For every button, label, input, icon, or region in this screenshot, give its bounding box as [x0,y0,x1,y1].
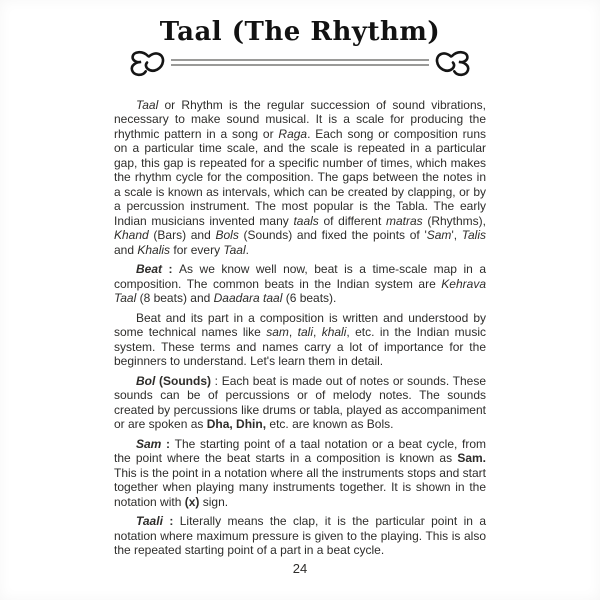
paragraph-beat: Beat : As we know well now, beat is a time-scale map in a composition. The common beats in the Indian system are Kehrava Taal (8 beats) and Daadara taal (6 beats). [114,262,487,306]
double-rule [171,59,429,66]
paragraph-sam: Sam : The starting point of a taal notation or a beat cycle, from the point where the beat starts in a composition is known as Sam. This is the point in a notation where all the instruments stops and start together when playing many instruments together. It is shown in the notation with (x) sign. [114,436,486,509]
paragraph-taali: Taali : Literally means the clap, it is the particular point in a notation where maximum pressure is given to the playing. This is also the repeated starting point of a part in a beat cycle. [114,514,486,558]
page-header [0,0,600,78]
body-text [114,98,486,558]
scroll-flourish-right-icon [433,49,471,77]
paragraph-beat-names: Beat and its part in a composition is written and understood by some technical names like sam, tali, khali, etc. in the Indian music system. These terms and names carry a lot of importance for the beginners to understand. Let's learn them in detail. [114,310,487,369]
page-title: Taal (The Rhythm) [159,17,441,47]
paragraph-taal-intro: Taal or Rhythm is the regular succession of sound vibrations, necessary to make sound musical. It is a scale for producing the rhythmic pattern in a song or Raga. Each song or composition runs on a particular time scale, and the scale is repeated in a particular gap, this gap is repeated for a specific number of times, which makes the rhythm cycle for the composition. The gaps between the notes in a scale is known as intervals, which can be created by clapping, or by a percussion instrument. The most popular is the Tabla. The early Indian musicians invented many taals of different matras (Rhythms), Khand (Bars) and Bols (Sounds) and fixed the points of 'Sam', Talis and Khalis for every Taal. [114,97,487,257]
header-rule-row [0,48,600,78]
page-number: 24 [292,561,308,576]
scroll-flourish-left-icon [129,49,167,77]
paragraph-bol-sounds: Bol (Sounds) : Each beat is made out of notes or sounds. These sounds can be of percussions or of melody notes. The sounds created by percussions like drums or tabla, played as accompaniment or are spoken as Dha, Dhin, etc. are known as Bols. [114,373,487,432]
